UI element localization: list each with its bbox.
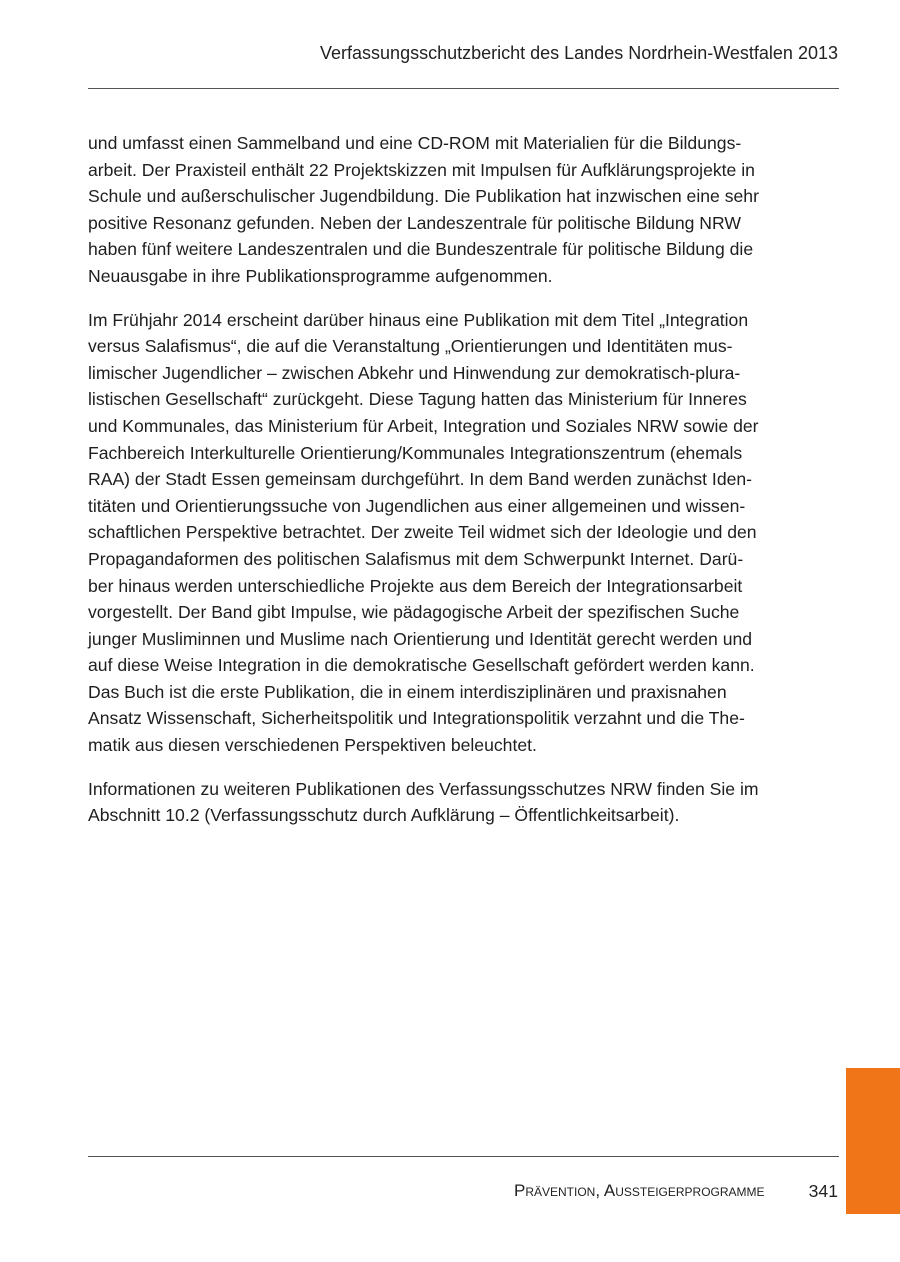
footer-section-title: Prävention, Aussteigerprogramme (514, 1181, 765, 1200)
text-line: schaftlichen Perspektive betrachtet. Der zweite Teil widmet sich der Ideologie und den (88, 522, 757, 543)
text-line: Abschnitt 10.2 (Verfassungsschutz durch Aufklärung – Öffentlichkeitsarbeit). (88, 805, 680, 826)
text-line: Propagandaformen des politischen Salafismus mit dem Schwerpunkt Internet. Darü- (88, 548, 744, 569)
text-line: limischer Jugendlicher – zwischen Abkehr und Hinwendung zur demokratisch-plura- (88, 362, 741, 383)
text-line: matik aus diesen verschiedenen Perspektiven beleuchtet. (88, 735, 537, 756)
text-line: positive Resonanz gefunden. Neben der Landeszentrale für politische Bildung NRW (88, 212, 741, 233)
text-line: RAA) der Stadt Essen gemeinsam durchgeführt. In dem Band werden zunächst Iden- (88, 469, 753, 490)
text-line: Schule und außerschulischer Jugendbildung. Die Publikation hat inzwischen eine sehr (88, 186, 759, 207)
page-number: 341 (808, 1181, 838, 1201)
text-line: listischen Gesellschaft“ zurückgeht. Diese Tagung hatten das Ministerium für Inneres (88, 389, 747, 410)
text-line: ber hinaus werden unterschiedliche Projekte aus dem Bereich der Integrationsarbeit (88, 575, 743, 596)
text-line: und Kommunales, das Ministerium für Arbeit, Integration und Soziales NRW sowie der (88, 415, 759, 436)
paragraph (88, 130, 800, 290)
text-line: Neuausgabe in ihre Publikationsprogramme aufgenommen. (88, 265, 553, 286)
text-line: titäten und Orientierungssuche von Jugendlichen aus einer allgemeinen und wissen- (88, 495, 746, 516)
header-rule (88, 88, 839, 89)
text-line: auf diese Weise Integration in die demokratische Gesellschaft gefördert werden kann. (88, 655, 755, 676)
text-line: arbeit. Der Praxisteil enthält 22 Projektskizzen mit Impulsen für Aufklärungsprojekte in (88, 159, 755, 180)
text-line: und umfasst einen Sammelband und eine CD-ROM mit Materialien für die Bildungs- (88, 133, 742, 153)
text-line: junger Musliminnen und Muslime nach Orientierung und Identität gerecht werden und (88, 628, 753, 649)
paragraph (88, 307, 800, 759)
text-line: vorgestellt. Der Band gibt Impulse, wie pädagogische Arbeit der spezifischen Suche (88, 602, 740, 623)
text-line: Das Buch ist die erste Publikation, die in einem interdisziplinären und praxisnahen (88, 681, 727, 702)
text-line: haben fünf weitere Landeszentralen und die Bundeszentrale für politische Bildung die (88, 239, 754, 260)
text-line: Im Frühjahr 2014 erscheint darüber hinaus eine Publikation mit dem Titel „Integration (88, 309, 749, 330)
text-line: Ansatz Wissenschaft, Sicherheitspolitik und Integrationspolitik verzahnt und die The- (88, 708, 745, 729)
paragraph (88, 776, 800, 829)
text-line: versus Salafismus“, die auf die Veranstaltung „Orientierungen und Identitäten mus- (88, 336, 733, 357)
chapter-tab-marker (846, 1068, 900, 1214)
text-line: Fachbereich Interkulturelle Orientierung/Kommunales Integrationszentrum (ehemals (88, 442, 743, 463)
text-line: Informationen zu weiteren Publikationen des Verfassungsschutzes NRW finden Sie im (88, 778, 759, 799)
body-text (88, 130, 800, 846)
footer-rule (88, 1156, 839, 1157)
running-header: Verfassungsschutzbericht des Landes Nordrhein-Westfalen 2013 (320, 43, 838, 63)
